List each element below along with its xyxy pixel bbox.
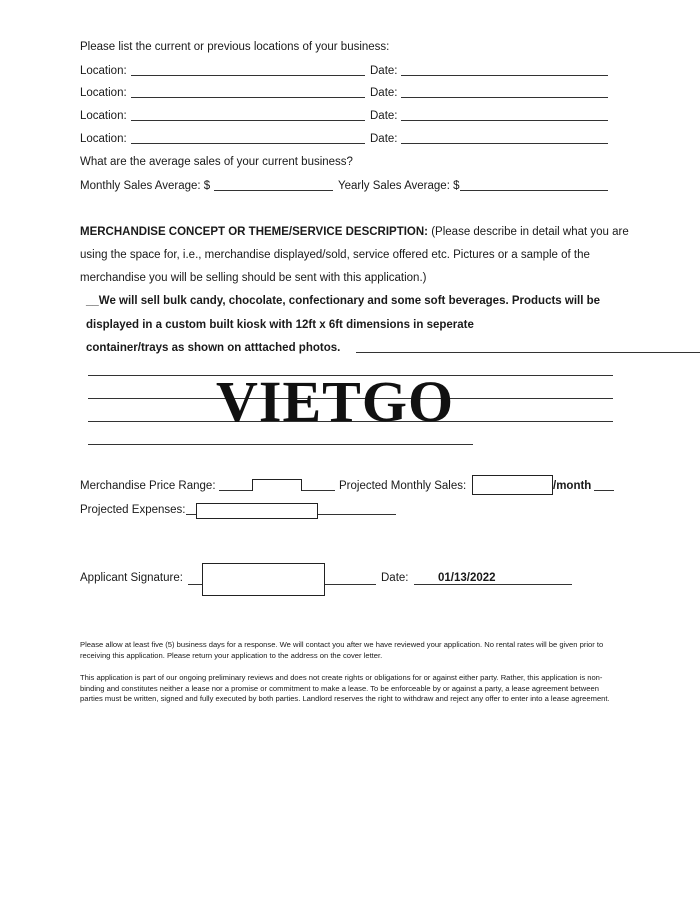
merchandise-instructions: using the space for, i.e., merchandise displayed/sold, service offered etc. Pictures or a sample of the — [80, 249, 590, 261]
watermark-logo: VIETGO — [216, 369, 455, 434]
yearly-sales-field[interactable] — [460, 190, 608, 191]
location-field[interactable] — [131, 75, 365, 76]
projected-sales-label: Projected Monthly Sales: — [339, 480, 467, 492]
locations-heading: Please list the current or previous locations of your business: — [80, 41, 390, 53]
description-answer: displayed in a custom built kiosk with 12ft x 6ft dimensions in seperate — [86, 319, 474, 331]
description-line[interactable] — [88, 444, 473, 445]
location-label: Location: — [80, 65, 127, 77]
date-label: Date: — [370, 110, 398, 122]
signature-label: Applicant Signature: — [80, 572, 183, 584]
projected-expenses-field[interactable] — [196, 503, 318, 519]
location-field[interactable] — [131, 120, 365, 121]
sales-question: What are the average sales of your current business? — [80, 156, 353, 168]
location-label: Location: — [80, 133, 127, 145]
per-month-label: /month — [553, 480, 592, 492]
location-label: Location: — [80, 110, 127, 122]
projected-expenses-label: Projected Expenses: — [80, 504, 186, 516]
description-line[interactable] — [356, 352, 700, 353]
footer-disclaimer: This application is part of our ongoing preliminary reviews and does not create rights or obligations for or against either party. Rather, this application is non-binding and constitutes neither a lease nor a promise or commitment to make a lease. To be enforceable by or against a party, a lease agreement between parties must be written, signed and fully executed by both parties. Landlord reserves the right to withdraw and reject any offer to enter into a lease agreement. — [80, 673, 610, 703]
merchandise-instructions: (Please describe in detail what you are — [431, 226, 629, 238]
signature-field[interactable] — [202, 563, 325, 596]
location-label: Location: — [80, 87, 127, 99]
footer-note: Please allow at least five (5) business days for a response. We will contact you after we have reviewed your application. No rental rates will be given prior to receiving this application. Please return your application to the address on the cover letter. — [80, 640, 604, 660]
monthly-sales-field[interactable] — [214, 190, 333, 191]
yearly-sales-label: Yearly Sales Average: $ — [338, 180, 460, 192]
date-label: Date: — [370, 65, 398, 77]
description-answer: __We will sell bulk candy, chocolate, confectionary and some soft beverages. Products will be — [86, 295, 601, 307]
merchandise-heading: MERCHANDISE CONCEPT OR THEME/SERVICE DESCRIPTION: — [80, 226, 429, 238]
merchandise-instructions: merchandise you will be selling should be sent with this application.) — [80, 272, 427, 284]
merchandise-heading-line — [80, 225, 629, 239]
monthly-sales-label: Monthly Sales Average: $ — [80, 180, 211, 192]
location-field[interactable] — [131, 97, 365, 98]
date-field[interactable] — [401, 143, 608, 144]
signature-date-label: Date: — [381, 572, 409, 584]
date-field[interactable] — [401, 97, 608, 98]
date-field[interactable] — [401, 75, 608, 76]
date-label: Date: — [370, 133, 398, 145]
date-field[interactable] — [401, 120, 608, 121]
per-month-line — [594, 490, 614, 491]
date-label: Date: — [370, 87, 398, 99]
price-range-label: Merchandise Price Range: — [80, 480, 216, 492]
description-answer: container/trays as shown on atttached photos. — [86, 342, 341, 354]
signature-date-value[interactable]: 01/13/2022 — [438, 572, 496, 584]
location-field[interactable] — [131, 143, 365, 144]
projected-sales-field[interactable] — [472, 475, 553, 495]
redaction-box — [252, 479, 302, 491]
